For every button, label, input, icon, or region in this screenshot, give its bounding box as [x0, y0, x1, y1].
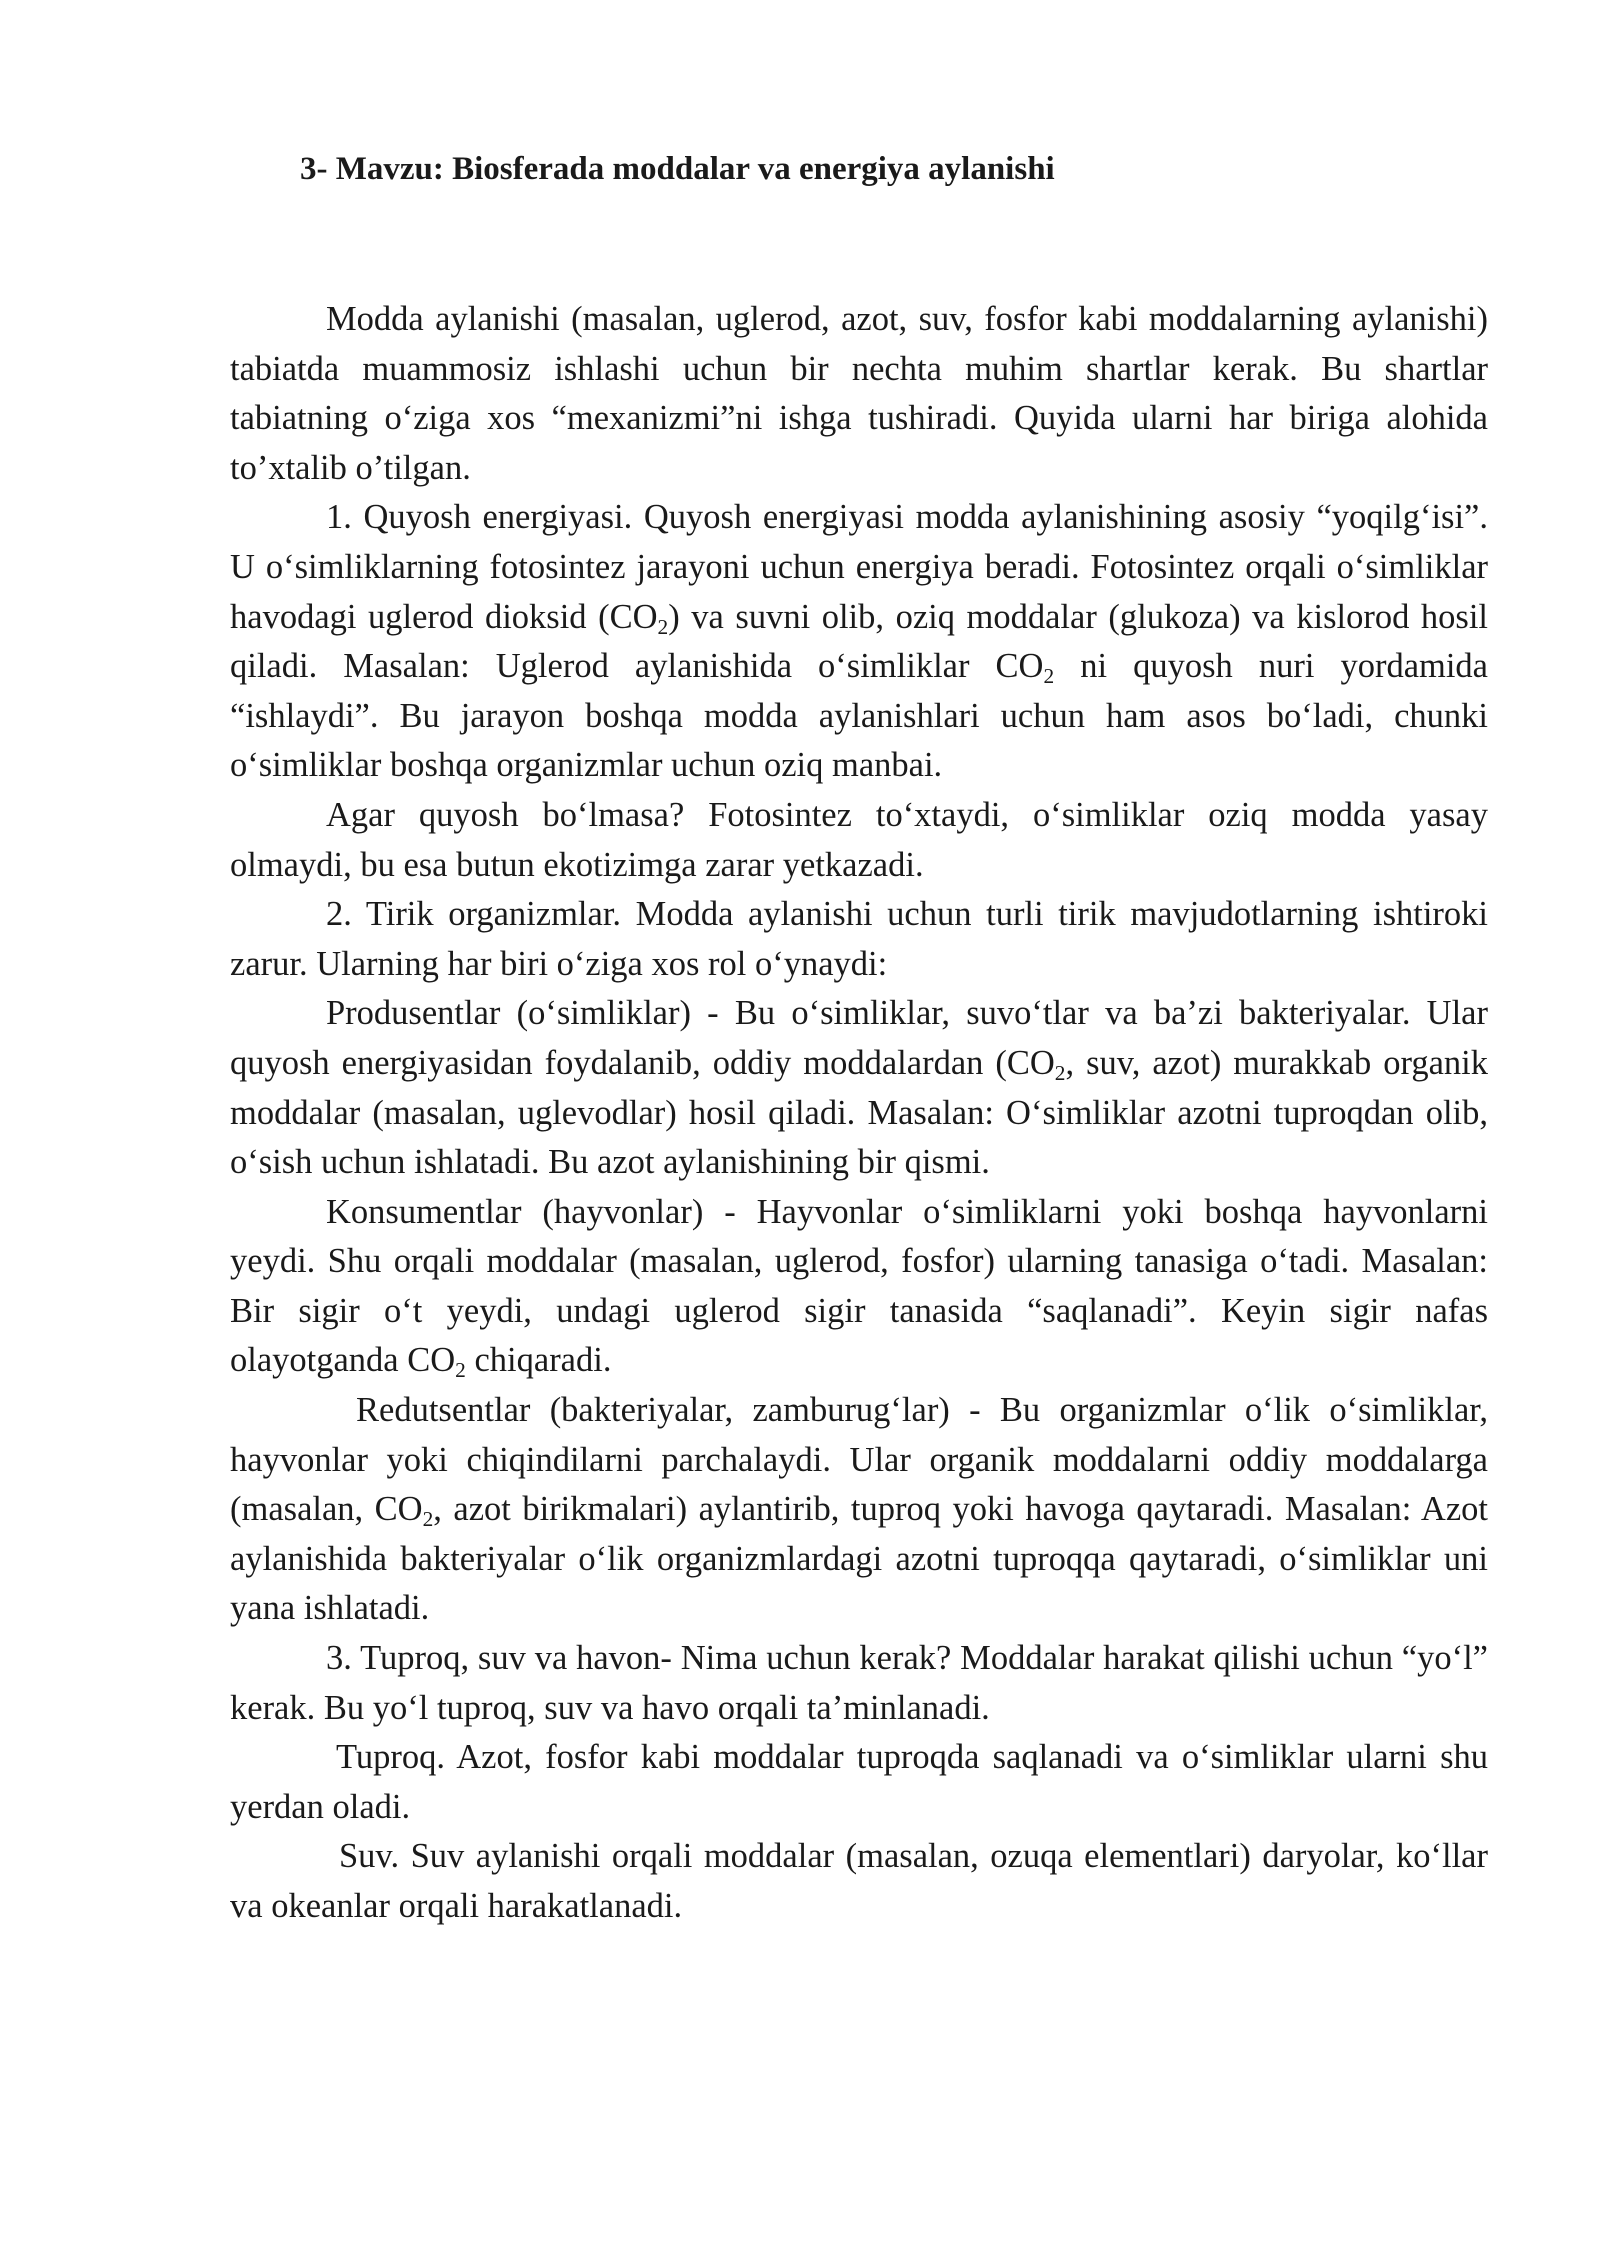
co2-formula: $CO_2$: [374, 1490, 434, 1532]
paragraph-text: ) va suvni olib, oziq moddalar (glukoza) va kislorod hosil qiladi. Masalan: Uglerod aylanishida o‘simliklar: [230, 597, 1488, 686]
paragraph-intro: [230, 295, 1488, 493]
paragraph-soil: [230, 1733, 1488, 1832]
co2-formula: $CO_2$: [1006, 1043, 1066, 1085]
co2-formula: $CO_2$: [407, 1341, 466, 1383]
page-title: 3- Mavzu: Biosferada moddalar va energiya aylanishi: [300, 151, 1055, 187]
paragraph-solar-energy: [230, 493, 1488, 791]
document-body: [230, 295, 1488, 1932]
paragraph-living-organisms: [230, 890, 1488, 989]
paragraph-text: Suv. Suv aylanishi orqali moddalar (masalan, ozuqa elementlari) daryolar, ko‘llar va okeanlar orqali harakatlanadi.: [230, 1837, 1488, 1925]
paragraph-text: 1. Quyosh energiyasi. Quyosh energiyasi modda aylanishining asosiy “yoqilg‘isi”. U o‘simliklarning fotosintez jarayoni uchun energiya beradi. Fotosintez orqali o‘simliklar havodagi uglerod dioksid (: [230, 498, 1488, 636]
paragraph-text: Redutsentlar (bakteriyalar, zamburug‘lar) - Bu organizmlar o‘lik o‘simliklar, hayvonlar yoki chiqindilarni parchalaydi. Ular organik moddalarni oddiy moddalarga (masalan,: [230, 1391, 1488, 1529]
co2-formula: $CO_2$: [609, 597, 669, 639]
paragraph-decomposers: [230, 1386, 1488, 1634]
paragraph-text: 3. Tuproq, suv va havon- Nima uchun kerak? Moddalar harakat qilishi uchun “yo‘l” kerak. Bu yo‘l tuproq, suv va havo orqali ta’minlanadi.: [230, 1639, 1488, 1727]
paragraph-text: 2. Tirik organizmlar. Modda aylanishi uchun turli tirik mavjudotlarning ishtiroki zarur. Ularning har biri o‘ziga xos rol o‘ynaydi:: [230, 895, 1488, 983]
paragraph-soil-water-air: [230, 1634, 1488, 1733]
paragraph-producers: [230, 989, 1488, 1187]
paragraph-text: , suv, azot) murakkab organik moddalar (masalan, uglevodlar) hosil qiladi. Masalan: O‘simliklar azotni tuproqdan olib, o‘sish uchun ishlatadi. Bu azot aylanishining bir qismi.: [230, 1043, 1488, 1182]
paragraph-no-sun: [230, 791, 1488, 890]
paragraph-text: , azot birikmalari) aylantirib, tuproq yoki havoga qaytaradi. Masalan: Azot aylanishida bakteriyalar o‘lik organizmlardagi azotni tuproqqa qaytaradi, o‘simliklar uni yana ishlatadi.: [230, 1490, 1488, 1628]
paragraph-text: chiqaradi.: [465, 1341, 612, 1380]
paragraph-text: ni quyosh nuri yordamida “ishlaydi”. Bu jarayon boshqa modda aylanishlari uchun ham asos bo‘ladi, chunki o‘simliklar boshqa organizmlar uchun oziq manbai.: [230, 647, 1488, 785]
paragraph-consumers: [230, 1188, 1488, 1386]
paragraph-text: Produsentlar (o‘simliklar) - Bu o‘simliklar, suvo‘tlar va ba’zi bakteriyalar. Ular quyosh energiyasidan foydalanib, oddiy moddalardan (: [230, 994, 1488, 1082]
co2-formula: $CO_2$: [995, 647, 1055, 689]
paragraph-water: [230, 1832, 1488, 1931]
paragraph-text: Tuproq. Azot, fosfor kabi moddalar tuproqda saqlanadi va o‘simliklar ularni shu yerdan oladi.: [230, 1738, 1488, 1826]
paragraph-text: Konsumentlar (hayvonlar) - Hayvonlar o‘simliklarni yoki boshqa hayvonlarni yeydi. Shu orqali moddalar (masalan, uglerod, fosfor) ularning tanasiga o‘tadi. Masalan: Bir sigir o‘t yeydi, undagi uglerod sigir tanasida “saqlanadi”. Keyin sigir nafas olayotganda: [230, 1192, 1488, 1380]
paragraph-text: Agar quyosh bo‘lmasa? Fotosintez to‘xtaydi, o‘simliklar oziq modda yasay olmaydi, bu esa butun ekotizimga zarar yetkazadi.: [230, 795, 1488, 884]
paragraph-text: Modda aylanishi (masalan, uglerod, azot, suv, fosfor kabi moddalarning aylanishi) tabiatda muammosiz ishlashi uchun bir nechta muhim shartlar kerak. Bu shartlar tabiatning o‘ziga xos “mexanizmi”ni ishga tushiradi. Quyida ularni har biriga alohida to’xtalib o’tilgan.: [230, 300, 1488, 487]
